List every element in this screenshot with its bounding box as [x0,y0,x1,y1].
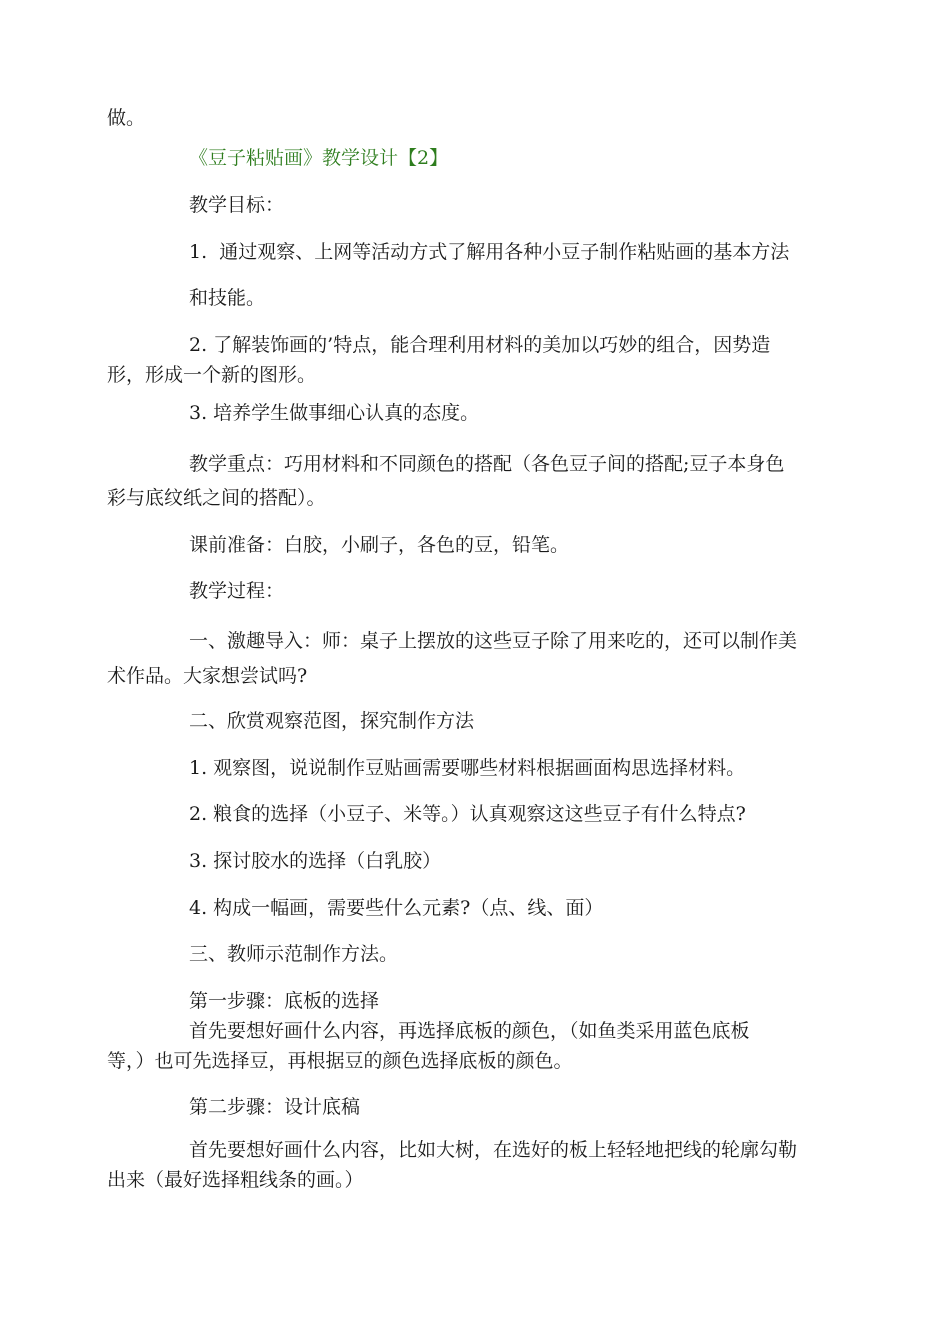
text-line: 3. 探讨胶水的选择（白乳胶） [189,850,442,872]
text-line: 等，）也可先选择豆，再根据豆的颜色选择底板的颜色。 [107,1050,573,1072]
text-line: 2. 粮食的选择（小豆子、米等。）认真观察这这些豆子有什么特点? [189,803,746,825]
text-line: 3. 培养学生做事细心认真的态度。 [189,402,480,424]
text-line: 出来（最好选择粗线条的画。） [107,1169,364,1191]
text-line: 做。 [107,107,146,129]
text-line: 教学重点：巧用材料和不同颜色的搭配（各色豆子间的搭配;豆子本身色 [189,453,785,475]
text-line: 2. 了解装饰画的’特点，能合理利用材料的美加以巧妙的组合，因势造 [189,334,771,356]
text-line: 彩与底纹纸之间的搭配）。 [107,487,326,509]
text-line: 教学目标： [189,194,285,216]
section-title: 《豆子粘贴画》教学设计【2】 [189,147,449,169]
text-line: 形，形成一个新的图形。 [107,364,317,386]
text-line: 教学过程： [189,580,285,602]
text-line: 首先要想好画什么内容，再选择底板的颜色，（如鱼类采用蓝色底板 [189,1020,750,1042]
text-line: 三、教师示范制作方法。 [189,943,399,965]
text-line: 一、激趣导入：师：桌子上摆放的这些豆子除了用来吃的，还可以制作美 [189,630,798,652]
text-line: 第二步骤：设计底稿 [189,1096,361,1118]
text-line: 课前准备：白胶，小刷子，各色的豆，铅笔。 [189,534,570,556]
text-line: 4. 构成一幅画，需要些什么元素?（点、线、面） [189,897,604,919]
text-line: 首先要想好画什么内容，比如大树，在选好的板上轻轻地把线的轮廓勾勒 [189,1139,798,1161]
text-line: 术作品。大家想尝试吗? [107,665,308,687]
text-line: 第一步骤：底板的选择 [189,990,380,1012]
text-line: 和技能。 [189,287,266,309]
text-line: 1. 观察图，说说制作豆贴画需要哪些材料根据画面构思选择材料。 [189,757,746,779]
text-line: 1. 通过观察、上网等活动方式了解用各种小豆子制作粘贴画的基本方法 [189,241,790,263]
text-line: 二、欣赏观察范图，探究制作方法 [189,710,475,732]
